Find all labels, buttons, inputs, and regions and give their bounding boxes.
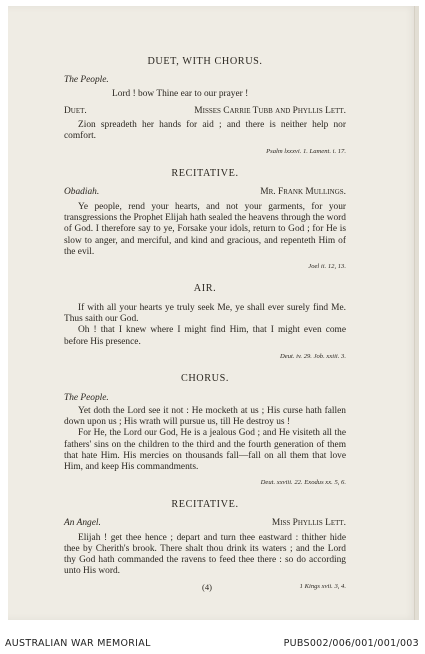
verse-text: If with all your hearts ye truly seek Me, ye shall ever surely find Me. Thus saith our God. [64, 302, 346, 325]
verse-text: Yet doth the Lord see it not : He mocketh at us ; His curse hath fallen down upon us ; His wrath will pursue us, till He destroy us ! [64, 405, 346, 428]
performer-row [64, 187, 346, 198]
verse-text: Elijah ! get thee hence ; depart and turn thee eastward : thither hide thee by Cherith's brook. There shalt thou drink its waters ; and the Lord thy God hath commanded the ravens to feed thee there : so do according unto His word. [64, 532, 346, 577]
section-recitative-obadiah [64, 168, 346, 272]
section-chorus [64, 373, 346, 488]
verse-text: Oh ! that I knew where I might find Him, that I might even come before His presence. [64, 325, 346, 347]
scripture-reference: Psalm lxxxvi. 1. Lament. i. 17. [266, 147, 346, 155]
scripture-reference: 1 Kings xvii. 3, 4. [299, 582, 346, 590]
scripture-reference: Deut. iv. 29. Job. xxiii. 3. [280, 352, 346, 360]
performer-name: Misses Carrie Tubb and Phyllis Lett. [194, 105, 346, 116]
section-heading: CHORUS. [180, 373, 230, 385]
institution-label: AUSTRALIAN WAR MEMORIAL [5, 638, 151, 649]
section-heading: RECITATIVE. [171, 168, 239, 180]
character-name: An Angel. [64, 518, 101, 529]
page-number: (4) [202, 582, 212, 592]
part-label: Duet. [64, 105, 87, 116]
verse-text: Ye people, rend your hearts, and not your garments, for your transgressions the Prophet Elijah hath sealed the heavens through the word of God. I therefore say to ye, Forsake your idols, return to God ; for He is slow to anger, and merciful, and kind and gracious, and repenteth Him of the evil. [64, 201, 346, 257]
performer-name: Mr. Frank Mullings. [260, 187, 346, 198]
archive-footer [0, 635, 425, 654]
section-air [64, 283, 346, 362]
verse-text: Zion spreadeth her hands for aid ; and there is neither help nor comfort. [64, 120, 346, 142]
character-name: Obadiah. [64, 187, 100, 198]
performer-row [64, 518, 346, 529]
performer-row [64, 106, 346, 117]
section-heading: AIR. [193, 283, 217, 295]
verse-text: For He, the Lord our God, He is a jealous God ; and He visiteth all the fathers' sins on the children to the third and the fourth generation of them that hate Him. His mercies on thousands fall—fall on all them that love Him, and keep His commandments. [64, 428, 346, 473]
section-recitative-angel [64, 499, 346, 592]
scripture-reference: Deut. xxviii. 22. Exodus xx. 5, 6. [260, 478, 346, 486]
speaker-label: The People. [64, 392, 109, 403]
page-content [64, 56, 346, 592]
catalogue-id: PUBS002/006/001/001/003 [283, 638, 419, 649]
scripture-reference: Joel ii. 12, 13. [308, 263, 346, 271]
verse-text: Lord ! bow Thine ear to our prayer ! [112, 88, 249, 99]
page-edge [414, 6, 419, 620]
section-heading: DUET, WITH CHORUS. [147, 56, 263, 67]
section-duet [64, 56, 346, 157]
section-heading: RECITATIVE. [171, 498, 239, 510]
performer-name: Miss Phyllis Lett. [271, 518, 346, 529]
speaker-label: The People. [64, 75, 109, 86]
